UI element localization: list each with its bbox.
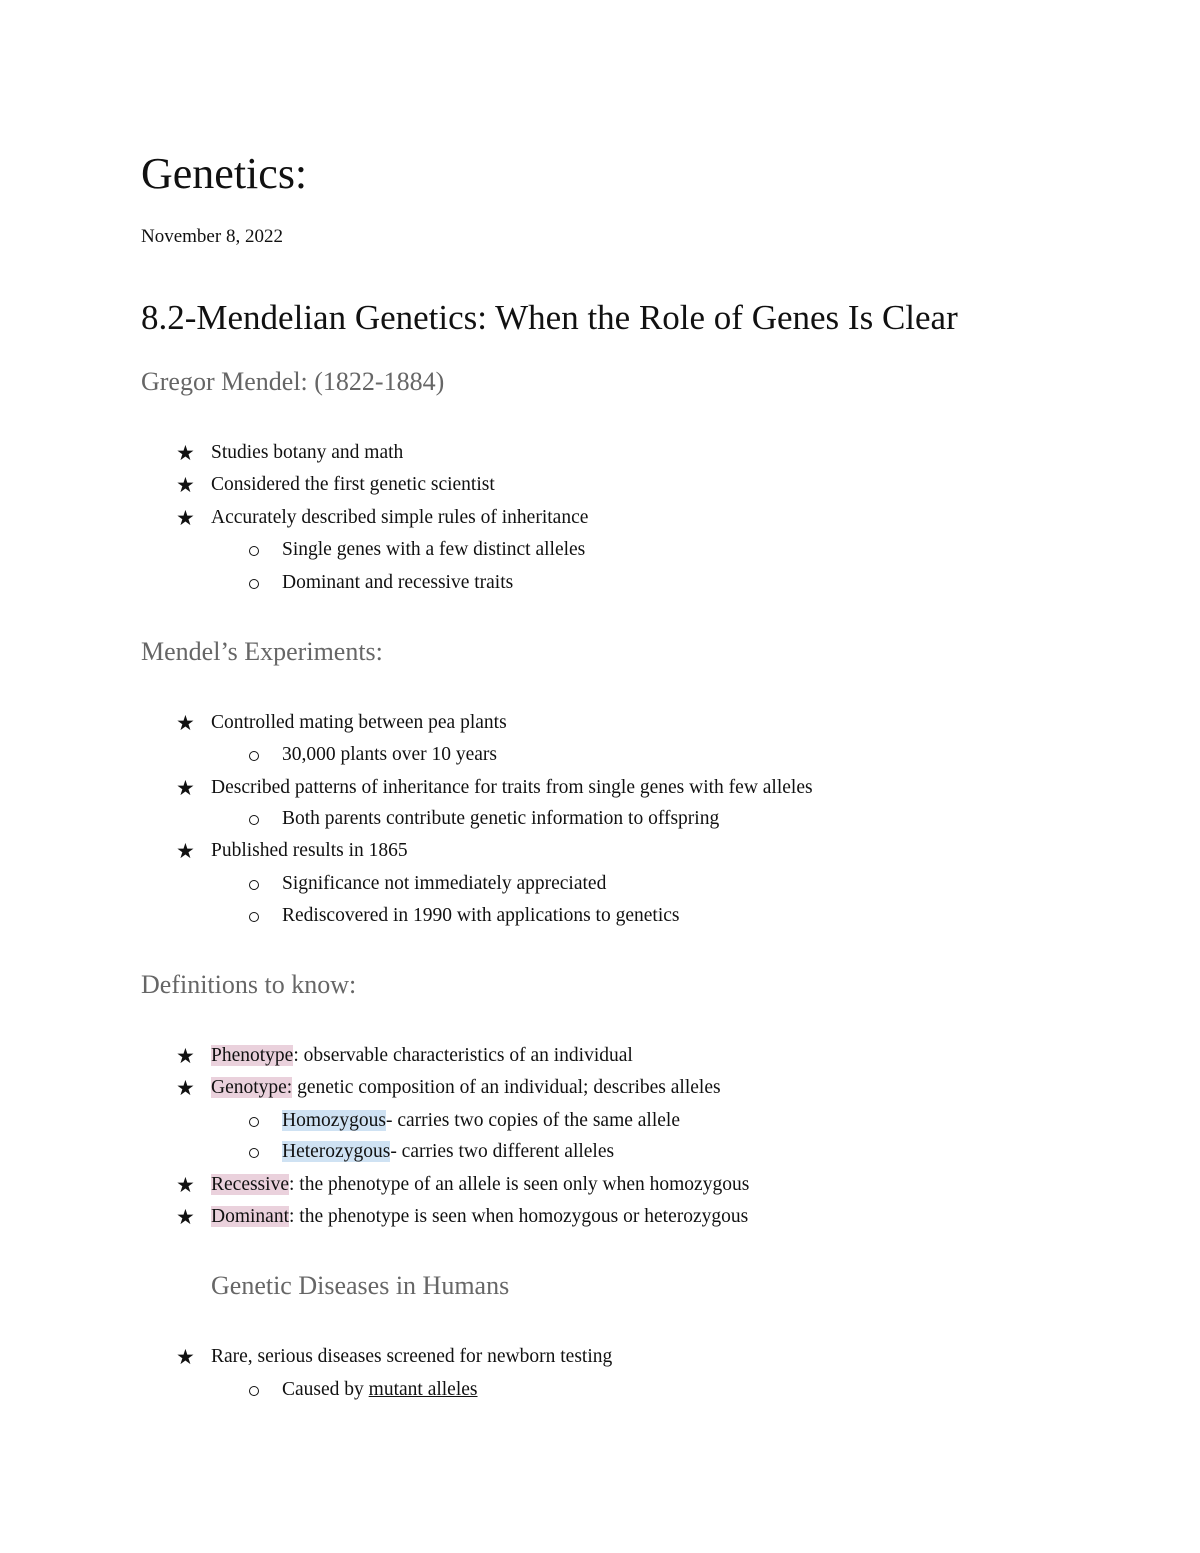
star-icon: ★ [176, 1173, 195, 1197]
star-icon: ★ [176, 839, 195, 863]
definition-text: : the phenotype is seen when homozygous or heterozygous [289, 1206, 749, 1227]
list-item: Studies botany and math [211, 442, 404, 463]
hollow-circle-icon [249, 546, 259, 556]
list-item: Accurately described simple rules of inheritance [211, 507, 589, 528]
sub-list-item: Both parents contribute genetic information to offspring [282, 808, 720, 829]
star-icon: ★ [176, 1044, 195, 1068]
highlighted-term: Recessive [211, 1174, 289, 1195]
list-item: Described patterns of inheritance for traits from single genes with few alleles [211, 777, 813, 798]
diseases-heading: Genetic Diseases in Humans [211, 1271, 510, 1300]
highlighted-term: Phenotype [211, 1045, 294, 1066]
date-text: November 8, 2022 [141, 226, 283, 247]
list-item: Published results in 1865 [211, 840, 408, 861]
sub-list-text: Caused by [282, 1379, 369, 1400]
hollow-circle-icon [249, 1117, 259, 1127]
hollow-circle-icon [249, 1148, 259, 1158]
page-title: Genetics: [141, 149, 308, 198]
highlighted-term: Dominant [211, 1206, 289, 1227]
list-item: Rare, serious diseases screened for newborn testing [211, 1346, 613, 1367]
list-item: Considered the first genetic scientist [211, 474, 495, 495]
section-heading: 8.2-Mendelian Genetics: When the Role of Genes Is Clear [141, 298, 958, 337]
mendel-heading: Gregor Mendel: (1822-1884) [141, 367, 445, 396]
definitions-heading: Definitions to know: [141, 970, 357, 999]
definition-homozygous [282, 1109, 680, 1133]
list-item: Controlled mating between pea plants [211, 712, 507, 733]
definition-text: : observable characteristics of an individual [293, 1045, 633, 1066]
star-icon: ★ [176, 1345, 195, 1369]
star-icon: ★ [176, 711, 195, 735]
definition-dominant [211, 1205, 748, 1229]
star-icon: ★ [176, 1205, 195, 1229]
star-icon: ★ [176, 776, 195, 800]
definition-text: genetic composition of an individual; describes alleles [292, 1077, 721, 1098]
highlighted-term: Heterozygous [282, 1141, 391, 1162]
hollow-circle-icon [249, 751, 259, 761]
highlighted-term: Genotype: [211, 1077, 293, 1098]
star-icon: ★ [176, 441, 195, 465]
hollow-circle-icon [249, 1386, 259, 1396]
sub-list-item [282, 1378, 478, 1402]
definition-recessive [211, 1173, 749, 1197]
definition-text: - carries two different alleles [390, 1141, 615, 1162]
sub-list-item: 30,000 plants over 10 years [282, 744, 497, 765]
sub-list-item: Single genes with a few distinct alleles [282, 539, 586, 560]
hollow-circle-icon [249, 815, 259, 825]
highlighted-term: Homozygous [282, 1110, 386, 1131]
definition-phenotype [211, 1044, 633, 1068]
hollow-circle-icon [249, 912, 259, 922]
star-icon: ★ [176, 1076, 195, 1100]
star-icon: ★ [176, 473, 195, 497]
definition-heterozygous [282, 1140, 614, 1164]
definition-text: - carries two copies of the same allele [386, 1110, 680, 1131]
star-icon: ★ [176, 506, 195, 530]
sub-list-item: Significance not immediately appreciated [282, 873, 607, 894]
definition-text: : the phenotype of an allele is seen only when homozygous [288, 1174, 750, 1195]
experiments-heading: Mendel’s Experiments: [141, 637, 383, 666]
hollow-circle-icon [249, 880, 259, 890]
hollow-circle-icon [249, 579, 259, 589]
sub-list-item: Dominant and recessive traits [282, 572, 514, 593]
underlined-term: mutant alleles [368, 1379, 478, 1400]
definition-genotype [211, 1076, 721, 1100]
sub-list-item: Rediscovered in 1990 with applications to genetics [282, 905, 680, 926]
